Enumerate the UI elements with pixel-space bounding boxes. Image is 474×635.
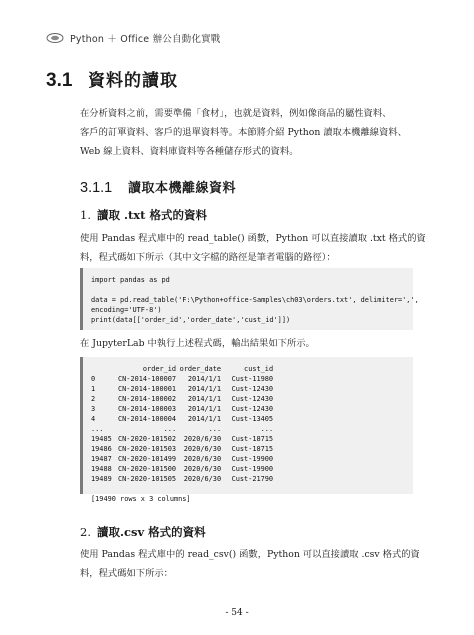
code-line: encoding='UTF-8') [91,306,162,314]
cell-order-id: CN-2020-101500 [118,465,177,473]
row-index: 3 [91,405,96,413]
cell-cust-id: Cust-13405 [231,415,274,423]
header-cell: order_id [142,365,177,373]
item1-desc-line: 料，程式碼如下所示（其中文字檔的路徑是筆者電腦的路徑）： [80,252,336,263]
item1-number: 1. [80,208,91,222]
output-block [80,357,413,503]
book-logo-icon [46,32,64,44]
subsection-number: 3.1.1 [80,180,113,196]
table-row [91,404,273,414]
header-cell [91,364,118,374]
row-index: 0 [91,375,96,383]
intro-paragraph [80,104,428,161]
header-cell: cust_id [244,365,274,373]
subsection-title: 讀取本機離線資料 [128,181,237,196]
cell-order-date: 2014/1/1 [187,385,222,393]
cell-order-id: CN-2014-100007 [118,375,177,383]
item2-heading [80,524,206,540]
row-index: 1 [91,385,96,393]
cell-order-id: CN-2020-101505 [118,475,177,483]
cell-cust-id: Cust-18715 [231,435,274,443]
item2-desc-line: 料，程式碼如下所示： [80,568,173,579]
code-line [91,285,413,295]
cell-cust-id: Cust-12430 [231,405,274,413]
item1-description [80,229,428,267]
cell-order-date: 2020/6/30 [183,445,222,453]
cell-order-id: CN-2014-100003 [118,405,177,413]
intro-line: Web 線上資料、資料庫資料等各種儲存形式的資料。 [80,146,299,157]
cell-order-id: CN-2020-101503 [118,445,177,453]
code-block [80,268,419,330]
output-header-row [91,364,273,374]
cell-cust-id: Cust-12430 [231,385,274,393]
table-row [91,434,273,444]
row-index: 19487 [91,455,112,463]
cell-order-date: 2014/1/1 [187,395,222,403]
output-table [91,364,273,484]
table-row [91,474,273,484]
item2-number: 2. [80,525,91,539]
cell-cust-id: Cust-19900 [231,465,274,473]
cell-order-date: 2020/6/30 [183,455,222,463]
item2-description [80,545,428,583]
code-line: data = pd.read_table('F:\Python+office-Samples\ch03\orders.txt', delimiter=',', [91,296,419,304]
table-row [91,454,273,464]
spacer [91,484,413,494]
intro-line: 在分析資料之前，需要準備「食材」，也就是資料，例如像商品的屬性資料、 [80,108,392,119]
item2-title: 讀取.csv 格式的資料 [96,525,206,539]
row-index: 19489 [91,475,112,483]
item2-desc-line: 使用 Pandas 程式庫中的 read_csv() 函數，Python 可以直接讀取 .csv 格式的資 [80,549,420,560]
code-line: import pandas as pd [91,276,170,284]
cell-order-id: CN-2020-101499 [118,455,177,463]
cell-order-id: CN-2014-100002 [118,395,177,403]
book-title: Python ＋ Office 辦公自動化實戰 [70,34,221,45]
row-index: 2 [91,395,96,403]
header-cell: order_date [179,365,222,373]
table-row [91,374,273,384]
table-row [91,444,273,454]
cell-order-id: CN-2020-101502 [118,435,177,443]
cell-cust-id: Cust-12430 [231,395,274,403]
running-header [46,30,220,46]
output-summary: [19490 rows x 3 columns] [91,495,191,503]
cell-order-date: 2014/1/1 [187,375,222,383]
row-index: 19486 [91,445,112,453]
cell-order-date: 2014/1/1 [187,405,222,413]
table-row [91,394,273,404]
cell-cust-id: Cust-19900 [231,455,274,463]
cell-cust-id: Cust-21790 [231,475,274,483]
cell-order-date: 2020/6/30 [183,465,222,473]
run-note: 在 JupyterLab 中執行上述程式碼，輸出結果如下所示。 [80,338,315,349]
code-line: print(data[['order_id','order_date','cust_id']]) [91,316,291,324]
row-index: 4 [91,415,96,423]
intro-line: 客戶的訂單資料、客戶的退單資料等。本節將介紹 Python 讀取本機離線資料、 [80,127,407,138]
cell-cust-id: ... [260,425,274,433]
page-number: - 54 - [225,608,249,618]
cell-order-date: 2020/6/30 [183,435,222,443]
cell-order-id: ... [163,425,177,433]
cell-order-date: 2014/1/1 [187,415,222,423]
row-index: ... [91,425,104,433]
table-row [91,424,273,434]
section-number: 3.1 [46,70,73,91]
subsection-heading [80,177,236,196]
cell-order-id: CN-2014-100004 [118,415,177,423]
section-title: 資料的讀取 [88,71,178,91]
section-heading [46,66,178,92]
table-row [91,384,273,394]
row-index: 19488 [91,465,112,473]
table-row [91,414,273,424]
cell-order-date: ... [208,425,222,433]
cell-cust-id: Cust-18715 [231,445,274,453]
row-index: 19485 [91,435,112,443]
cell-order-date: 2020/6/30 [183,475,222,483]
item1-desc-line: 使用 Pandas 程式庫中的 read_table() 函數，Python 可以直接讀取 .txt 格式的資 [80,233,426,244]
cell-cust-id: Cust-11980 [231,375,274,383]
item1-title: 讀取 .txt 格式的資料 [96,208,207,222]
table-row [91,464,273,474]
item1-heading [80,207,207,223]
cell-order-id: CN-2014-100001 [118,385,177,393]
